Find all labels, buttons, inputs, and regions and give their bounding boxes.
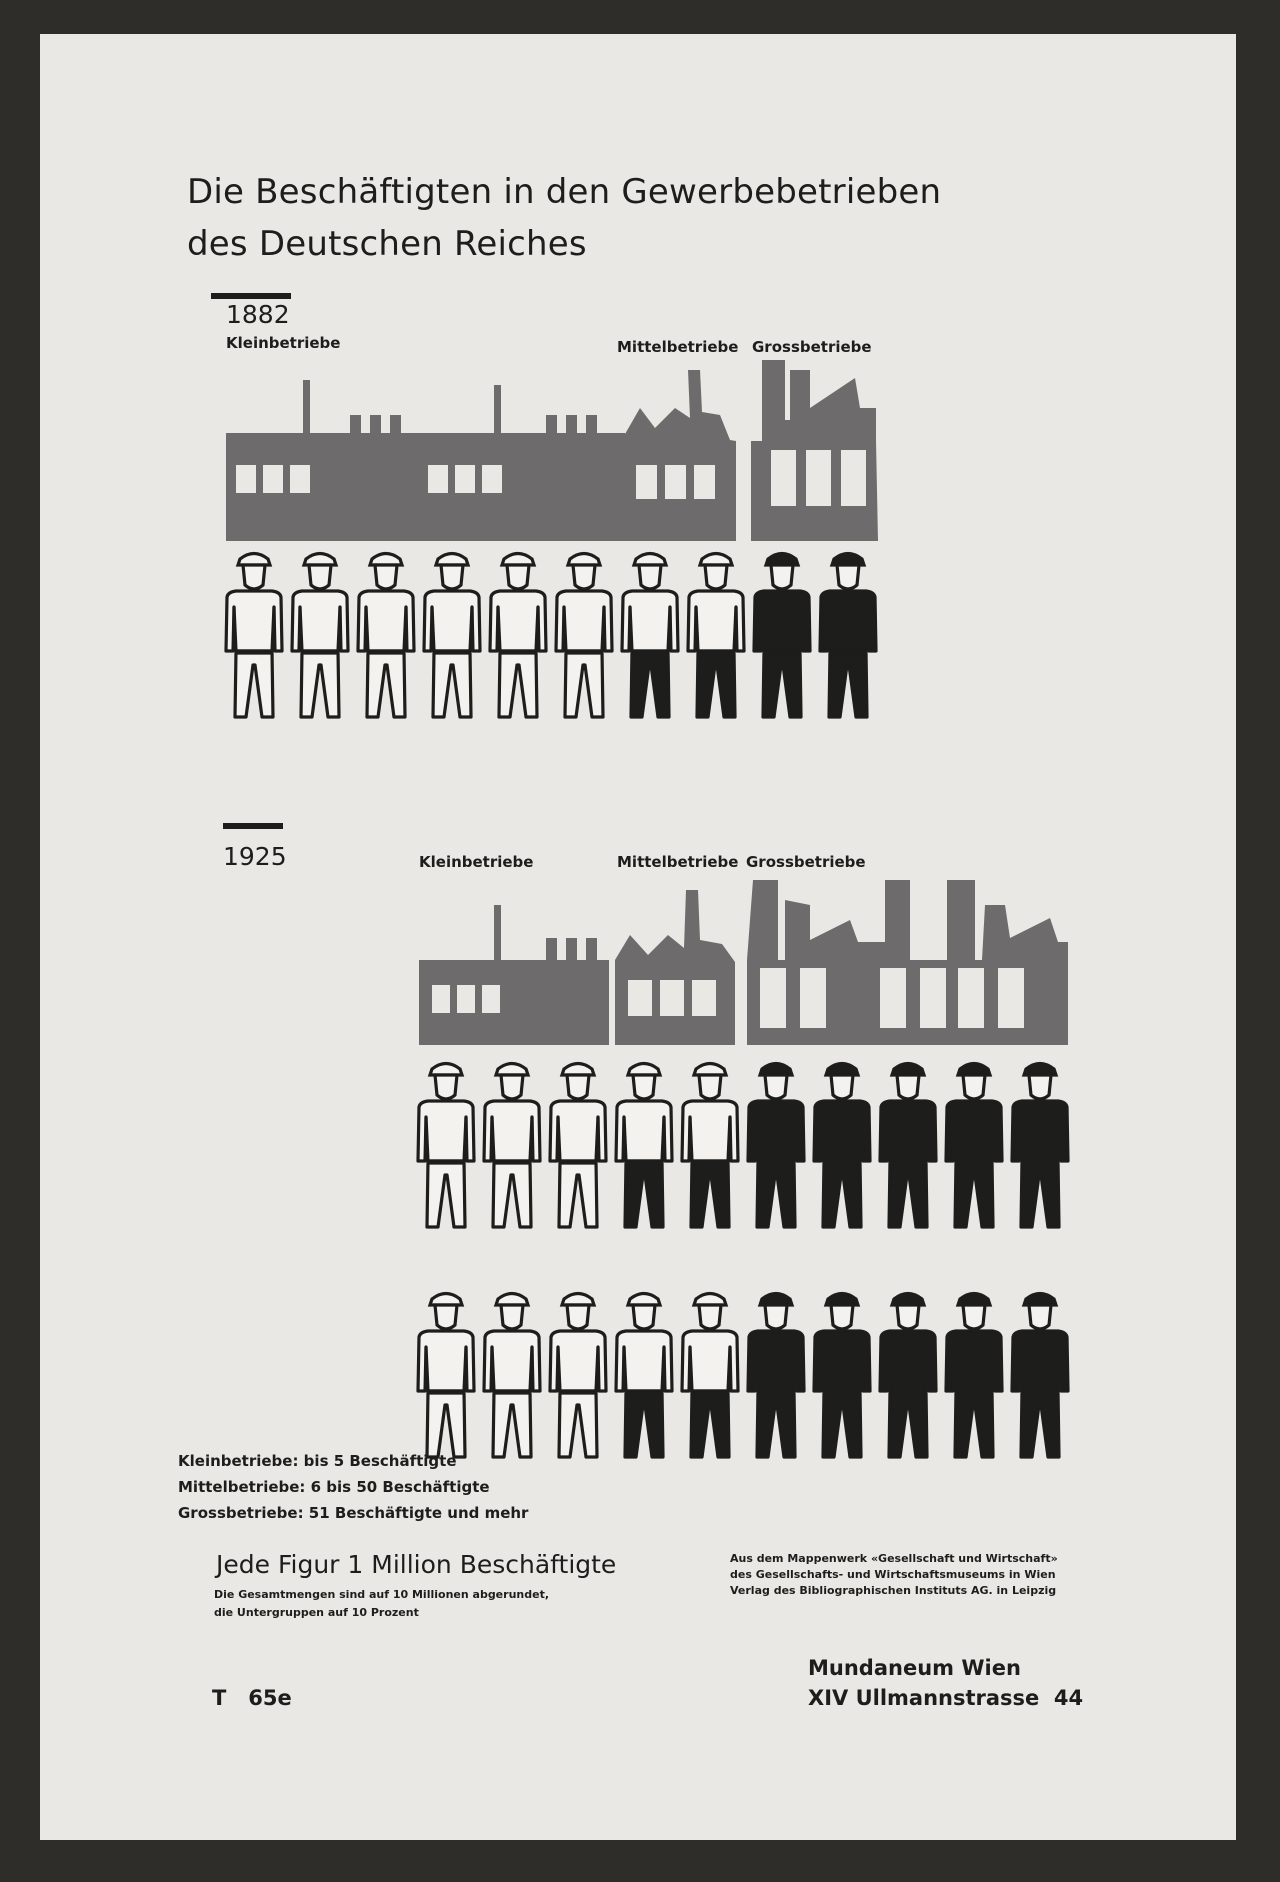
worker-figure-1925-gross-r2-1 xyxy=(748,1294,804,1458)
group-label-1882-klein: Kleinbetriebe xyxy=(226,334,341,352)
worker-figure-1925-gross-r1-2 xyxy=(814,1064,870,1228)
worker-figure-1925-klein-r1-1 xyxy=(418,1064,474,1228)
legend-def-mittel: Mittelbetriebe: 6 bis 50 Beschäftigte xyxy=(178,1478,490,1496)
worker-figure-1925-klein-r1-3 xyxy=(550,1064,606,1228)
group-label-1882-gross: Grossbetriebe xyxy=(752,338,872,356)
worker-figure-1925-klein-r2-3 xyxy=(550,1294,606,1458)
worker-figure-1882-gross-r1-1 xyxy=(754,554,810,718)
sheet-code: T 65e xyxy=(212,1686,292,1710)
worker-figure-1882-klein-r1-3 xyxy=(358,554,414,718)
worker-figure-1925-klein-r1-2 xyxy=(484,1064,540,1228)
factory-mittel-1882 xyxy=(621,370,736,541)
worker-figure-1925-gross-r2-3 xyxy=(880,1294,936,1458)
worker-figure-1925-gross-r1-3 xyxy=(880,1064,936,1228)
worker-figure-1882-klein-r1-6 xyxy=(556,554,612,718)
address-line-1: Mundaneum Wien xyxy=(808,1656,1021,1680)
worker-figure-1882-klein-r1-2 xyxy=(292,554,348,718)
group-label-1882-mittel: Mittelbetriebe xyxy=(617,338,739,356)
group-label-1925-gross: Grossbetriebe xyxy=(746,853,866,871)
worker-figure-1925-gross-r2-4 xyxy=(946,1294,1002,1458)
group-label-1925-klein: Kleinbetriebe xyxy=(419,853,534,871)
worker-figure-1882-mittel-r1-2 xyxy=(688,554,744,718)
year-label-1925: 1925 xyxy=(223,842,287,871)
source-line-1: Aus dem Mappenwerk «Gesellschaft und Wirtschaft» xyxy=(730,1552,1058,1565)
worker-figure-1925-gross-r2-2 xyxy=(814,1294,870,1458)
worker-figure-1925-mittel-r1-2 xyxy=(682,1064,738,1228)
rounding-note-1: Die Gesamtmengen sind auf 10 Millionen abgerundet, xyxy=(214,1588,550,1601)
worker-figure-1925-klein-r2-2 xyxy=(484,1294,540,1458)
year-label-1882: 1882 xyxy=(226,300,290,329)
worker-figure-1925-mittel-r2-1 xyxy=(616,1294,672,1458)
chart-title-line1: Die Beschäftigten in den Gewerbebetrieben xyxy=(187,172,942,212)
worker-figure-1882-klein-r1-1 xyxy=(226,554,282,718)
rounding-note-2: die Untergruppen auf 10 Prozent xyxy=(214,1606,419,1619)
worker-figure-1925-gross-r1-1 xyxy=(748,1064,804,1228)
worker-figure-1925-gross-r1-4 xyxy=(946,1064,1002,1228)
worker-figure-1882-klein-r1-4 xyxy=(424,554,480,718)
chart-title-line2: des Deutschen Reiches xyxy=(187,224,587,264)
worker-figure-1882-mittel-r1-1 xyxy=(622,554,678,718)
worker-figure-1882-klein-r1-5 xyxy=(490,554,546,718)
group-label-1925-mittel: Mittelbetriebe xyxy=(617,853,739,871)
worker-figure-1925-gross-r2-5 xyxy=(1012,1294,1068,1458)
source-line-3: Verlag des Bibliographischen Instituts AG. in Leipzig xyxy=(730,1584,1057,1597)
factory-mittel-1925 xyxy=(615,890,735,1045)
legend-def-klein: Kleinbetriebe: bis 5 Beschäftigte xyxy=(178,1452,457,1470)
unit-note: Jede Figur 1 Million Beschäftigte xyxy=(216,1550,617,1579)
worker-figure-1925-klein-r2-1 xyxy=(418,1294,474,1458)
worker-figure-1925-gross-r1-5 xyxy=(1012,1064,1068,1228)
source-line-2: des Gesellschafts- und Wirtschaftsmuseums in Wien xyxy=(730,1568,1056,1581)
worker-figure-1925-mittel-r1-1 xyxy=(616,1064,672,1228)
address-line-2: XIV Ullmannstrasse 44 xyxy=(808,1686,1084,1710)
legend-def-gross: Grossbetriebe: 51 Beschäftigte und mehr xyxy=(178,1504,529,1522)
worker-figure-1882-gross-r1-2 xyxy=(820,554,876,718)
factory-klein-1882 xyxy=(226,433,625,541)
worker-figure-1925-mittel-r2-2 xyxy=(682,1294,738,1458)
